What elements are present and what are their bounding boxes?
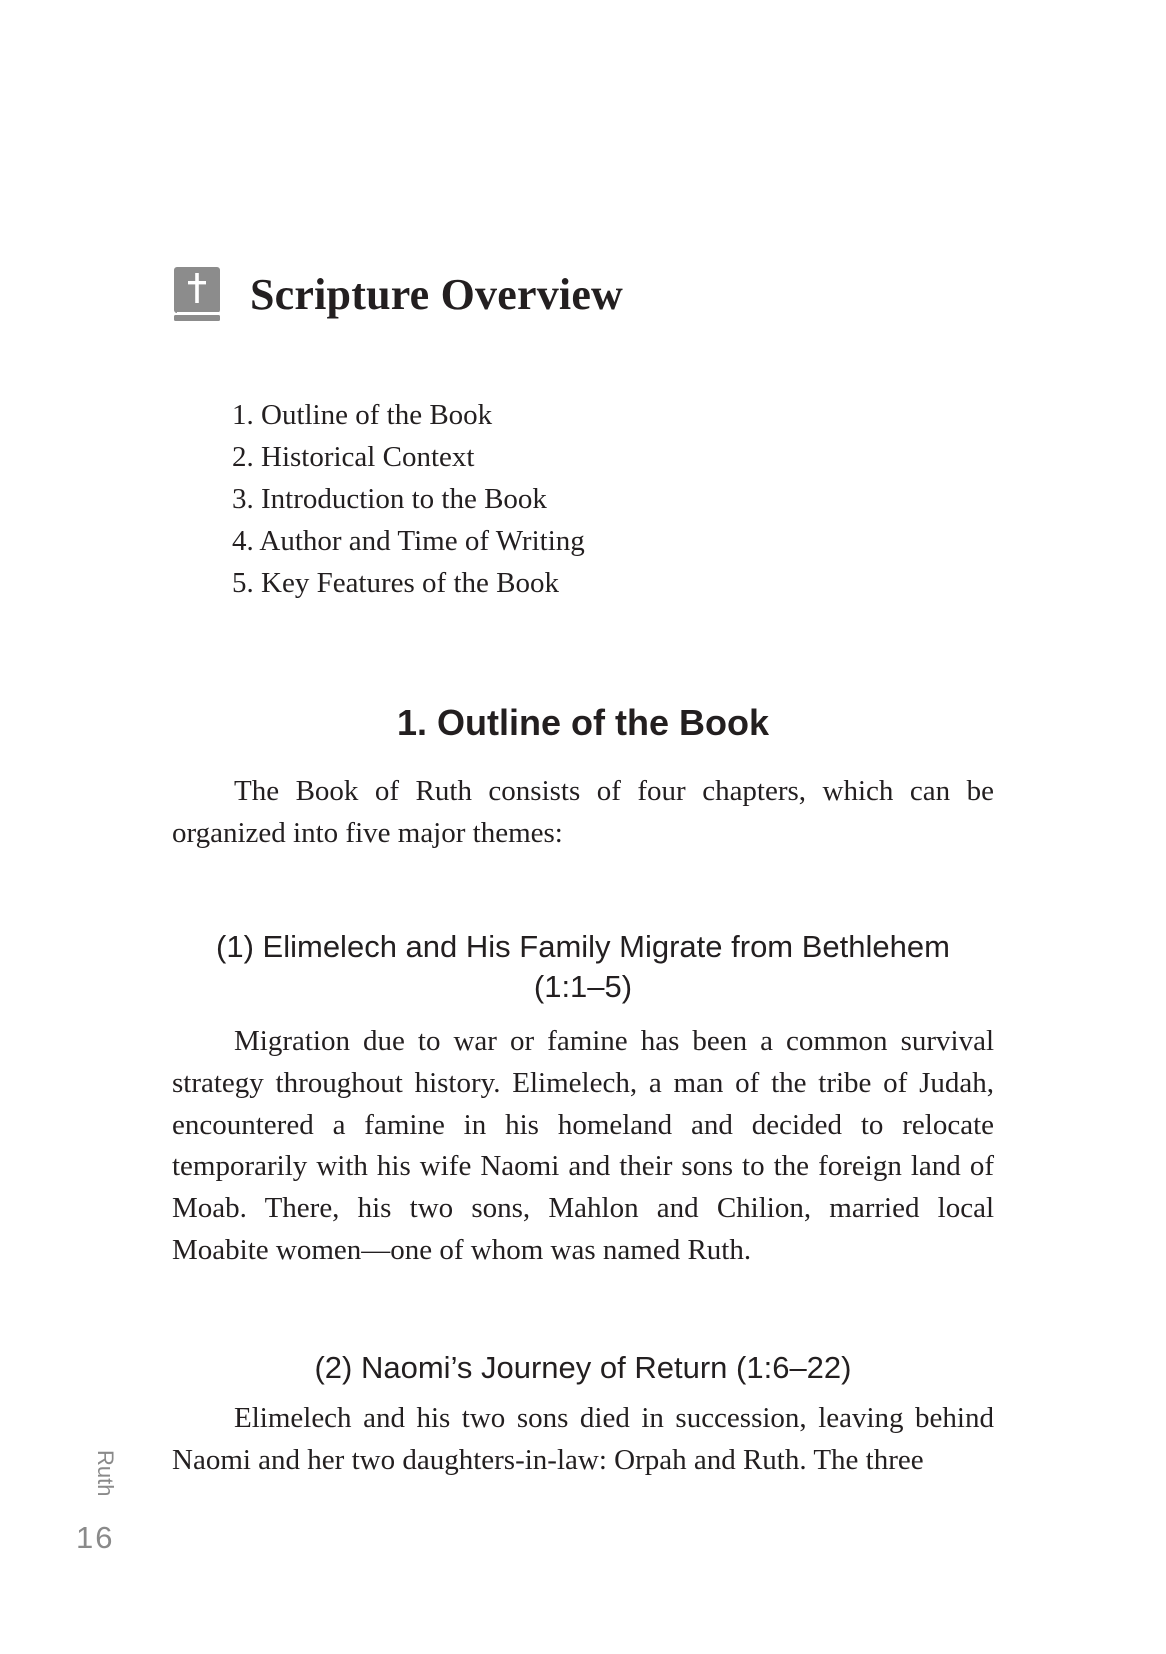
subsection-2-paragraph: Elimelech and his two sons died in succession, leaving behind Naomi and her two daughters-in-law: Orpah and Ruth. The three [172, 1402, 994, 1476]
running-title: Ruth [93, 1450, 118, 1497]
subsection-heading-1 [172, 927, 994, 1007]
section-intro-paragraph: The Book of Ruth consists of four chapters, which can be organized into five major themes: [172, 775, 994, 849]
toc-item: 5. Key Features of the Book [232, 567, 559, 599]
section-heading: 1. Outline of the Book [396, 702, 769, 743]
bible-cross-icon [172, 265, 222, 323]
table-of-contents [232, 394, 585, 604]
toc-item: 1. Outline of the Book [232, 399, 493, 431]
subsection-heading-2: (2) Naomi’s Journey of Return (1:6–22) [314, 1350, 852, 1385]
section-header [172, 262, 623, 326]
subsection-1-paragraph: Migration due to war or famine has been a common survival strategy throughout history. Elimelech, a man of the tribe of Judah, encountered a famine in his homeland and decided to relocate temporarily with his wife Naomi and their sons to the foreign land of Moab. There, his two sons, Mahlon and Chilion, married local Moabite women—one of whom was named Ruth. [172, 1025, 994, 1266]
running-head [78, 1450, 118, 1510]
subsection-heading-1-line2: (1:1–5) [533, 969, 633, 1004]
page-title: Scripture Overview [250, 269, 624, 319]
toc-item: 3. Introduction to the Book [232, 483, 547, 515]
toc-item: 4. Author and Time of Writing [232, 525, 585, 557]
toc-item: 2. Historical Context [232, 441, 475, 473]
subsection-heading-1-line1: (1) Elimelech and His Family Migrate from Bethlehem [216, 929, 950, 964]
page-number: 16 [76, 1520, 115, 1555]
